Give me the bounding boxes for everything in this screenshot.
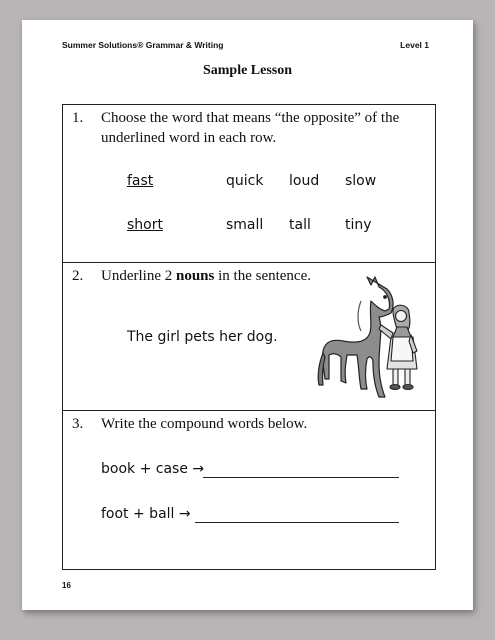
question-1-prompt-line2: underlined word in each row.	[101, 130, 277, 146]
row-2-option-1[interactable]: small	[226, 217, 264, 233]
row-1-target-word: fast	[127, 173, 154, 189]
question-2-sentence[interactable]: The girl pets her dog.	[127, 329, 278, 345]
compound-item-2-answer-line[interactable]	[195, 522, 399, 523]
row-1-option-3[interactable]: slow	[345, 173, 377, 189]
question-3-prompt: Write the compound words below.	[101, 416, 308, 432]
header-level: Level 1	[400, 40, 429, 50]
page-number: 16	[62, 581, 71, 590]
question-1-box	[62, 104, 436, 263]
compound-item-1-answer-line[interactable]	[203, 477, 399, 478]
worksheet-page	[22, 20, 473, 610]
girl-petting-horse-illustration	[313, 271, 428, 406]
question-2-box	[62, 262, 436, 411]
compound-item-2-label: foot + ball →	[101, 506, 191, 522]
question-3-box	[62, 410, 436, 570]
row-2-option-3[interactable]: tiny	[345, 217, 372, 233]
compound-item-1-label: book + case →	[101, 461, 205, 477]
header-book-title: Summer Solutions® Grammar & Writing	[62, 40, 224, 50]
question-3-number: 3.	[72, 416, 84, 432]
row-2-option-2[interactable]: tall	[289, 217, 311, 233]
row-1-option-1[interactable]: quick	[226, 173, 264, 189]
row-1-option-2[interactable]: loud	[289, 173, 320, 189]
question-2-prompt: Underline 2 nouns in the sentence.	[101, 268, 311, 284]
page-title: Sample Lesson	[202, 63, 293, 78]
row-2-target-word: short	[127, 217, 163, 233]
question-2-number: 2.	[72, 268, 84, 284]
question-1-number: 1.	[72, 110, 84, 126]
question-1-prompt-line1: Choose the word that means “the opposite” of the	[101, 110, 400, 126]
